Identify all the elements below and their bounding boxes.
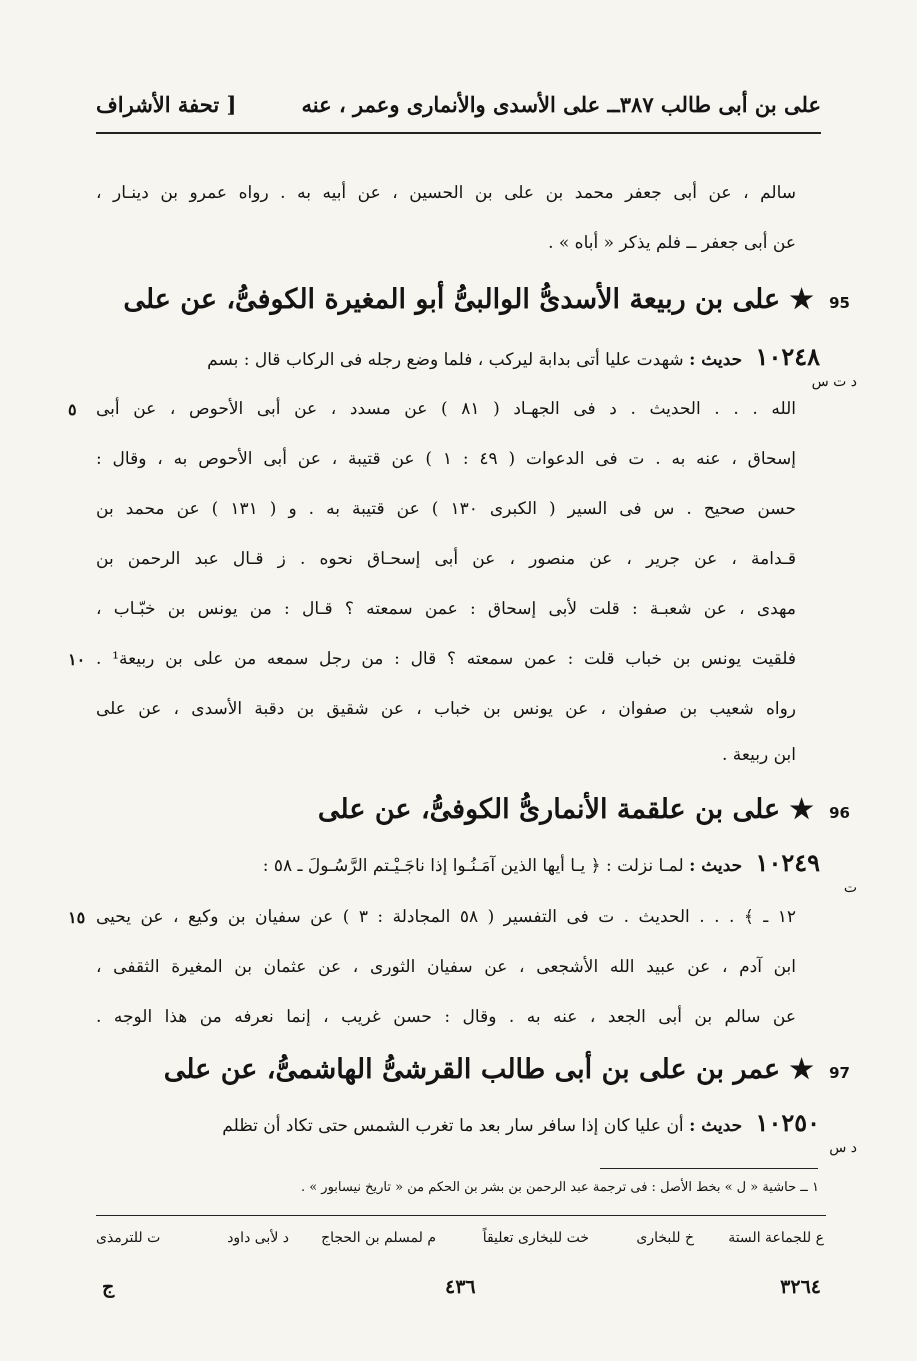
star-marker: ★ (789, 1054, 814, 1085)
hadith-number: ١٠٢٤٨ (755, 342, 820, 371)
star-marker: ★ (789, 284, 814, 315)
section-title: على بن ربيعة الأسدىُّ الوالبىُّ أبو المغيرة الكوفىُّ، عن على (123, 284, 781, 315)
abbreviation-item: خ للبخارى (636, 1230, 694, 1246)
section-title: على بن علقمة الأنمارىُّ الكوفىُّ، عن على (317, 794, 781, 825)
hadith-keyword: حديث : (689, 856, 743, 876)
serial-page-number: ٣٢٦٤ (780, 1276, 821, 1298)
text-line: سالم ، عن أبى جعفر محمد بن على بن الحسين ، عن أبيه به . رواه عمرو بن دينـار ، (96, 183, 796, 203)
hadith-source-codes: د ت س (811, 374, 857, 390)
text-line: ابن آدم ، عن عبيد الله الأشجعى ، عن سفيان الثورى ، عن عثمان بن المغيرة الثقفى ، (96, 957, 796, 977)
margin-line-number: ١٠ (68, 650, 86, 669)
abbreviation-item: ت للترمذى (96, 1230, 161, 1246)
margin-line-number: ١٥ (68, 908, 86, 927)
section-heading-96 (96, 790, 850, 833)
hadith-source-codes: د س (829, 1140, 857, 1156)
text-line: إسحاق ، عنه به . ت فى الدعوات ( ٤٩ : ١ ) عن قتيبة ، عن أبى الأحوص به ، وقال : (96, 449, 796, 469)
text-line: فلقيت يونس بن خباب قلت : عمن سمعته ؟ قال : من رجل سمعه من على بن ربيعة¹ . (96, 649, 796, 669)
abbreviations-divider (96, 1215, 826, 1216)
text-line: حسن صحيح . س فى السير ( الكبرى ١٣٠ ) عن قتيبة به . و ( ١٣١ ) عن محمد بن (96, 499, 796, 519)
hadith-number: ١٠٢٤٩ (755, 848, 820, 877)
text-line: رواه شعيب بن صفوان ، عن يونس بن خباب ، عن شقيق بن دقبة الأسدى ، عن على (96, 699, 796, 719)
abbreviation-item: خت للبخارى تعليقاً (482, 1230, 589, 1246)
section-number: 95 (829, 294, 850, 312)
margin-line-number: ٥ (68, 400, 77, 419)
abbreviation-item: ع للجماعة الستة (728, 1230, 824, 1246)
text-line: مهدى ، عن شعبـة : قلت لأبى إسحاق : عمن سمعته ؟ قـال : من يونس بن خبّـاب ، (96, 599, 796, 619)
section-heading-95 (96, 280, 850, 323)
header-chapter-title: على بن أبى طالب ٣٨٧ــ على الأسدى والأنمارى وعمر ، عنه (301, 92, 821, 117)
abbreviation-item: د لأبى داود (227, 1230, 289, 1246)
text-line: عن سالم بن أبى الجعد ، عنه به . وقال : حسن غريب ، إنما نعرفه من هذا الوجه . (96, 1007, 796, 1027)
section-number: 97 (829, 1064, 850, 1082)
footnote: ١ ــ حاشية « ل » بخط الأصل : فى ترجمة عبد الرحمن بن بشر بن الحكم من « تاريخ نيسابور » . (300, 1180, 819, 1195)
footnote-divider (600, 1168, 818, 1169)
section-number: 96 (829, 804, 850, 822)
hadith-number: ١٠٢٥٠ (755, 1108, 820, 1137)
hadith-keyword: حديث : (689, 350, 743, 370)
hadith-first-line (96, 848, 820, 881)
section-title: عمر بن على بن أبى طالب القرشىُّ الهاشمىُّ، عن على (163, 1054, 781, 1085)
hadith-text: شهدت عليا أتى بدابة ليركب ، فلما وضع رجله فى الركاب قال : بسم (207, 350, 684, 370)
text-line: الله . . . الحديث . د فى الجهـاد ( ٨١ ) عن مسدد ، عن أبى الأحوص ، عن أبى (96, 399, 796, 419)
text-line: ١٢ ـ ﴾ . . . الحديث . ت فى التفسير ( ٥٨ المجادلة : ٣ ) عن سفيان بن وكيع ، عن يحيى (96, 907, 796, 927)
section-heading-97 (96, 1050, 850, 1093)
text-line: ابن ربيعة . (722, 745, 796, 765)
page-number: ٤٣٦ (445, 1276, 476, 1298)
header-book-title: [ تحفة الأشراف (96, 92, 237, 117)
text-line: قـدامة ، عن جرير ، عن منصور ، عن أبى إسحـاق نحوه . ز قـال عبد الرحمن بن (96, 549, 796, 569)
text-line: عن أبى جعفر ــ فلم يذكر « أباه » . (548, 233, 796, 253)
abbreviation-item: م لمسلم بن الحجاج (321, 1230, 436, 1246)
volume-marker: ج (102, 1276, 115, 1298)
hadith-text: أن عليا كان إذا سافر سار بعد ما تغرب الشمس حتى تكاد أن تظلم (222, 1116, 684, 1136)
hadith-first-line (96, 342, 820, 375)
abbreviations-key (96, 1230, 824, 1254)
hadith-source-codes: ت (843, 880, 857, 896)
hadith-text: لمـا نزلت : ﴿ يـا أيها الذين آمَـنُـوا إذا ناجَـيْـتم الرَّسُـولَ ـ ٥٨ : (262, 856, 684, 876)
star-marker: ★ (789, 794, 814, 825)
hadith-keyword: حديث : (689, 1116, 743, 1136)
hadith-first-line (96, 1108, 820, 1141)
running-header (96, 92, 821, 134)
